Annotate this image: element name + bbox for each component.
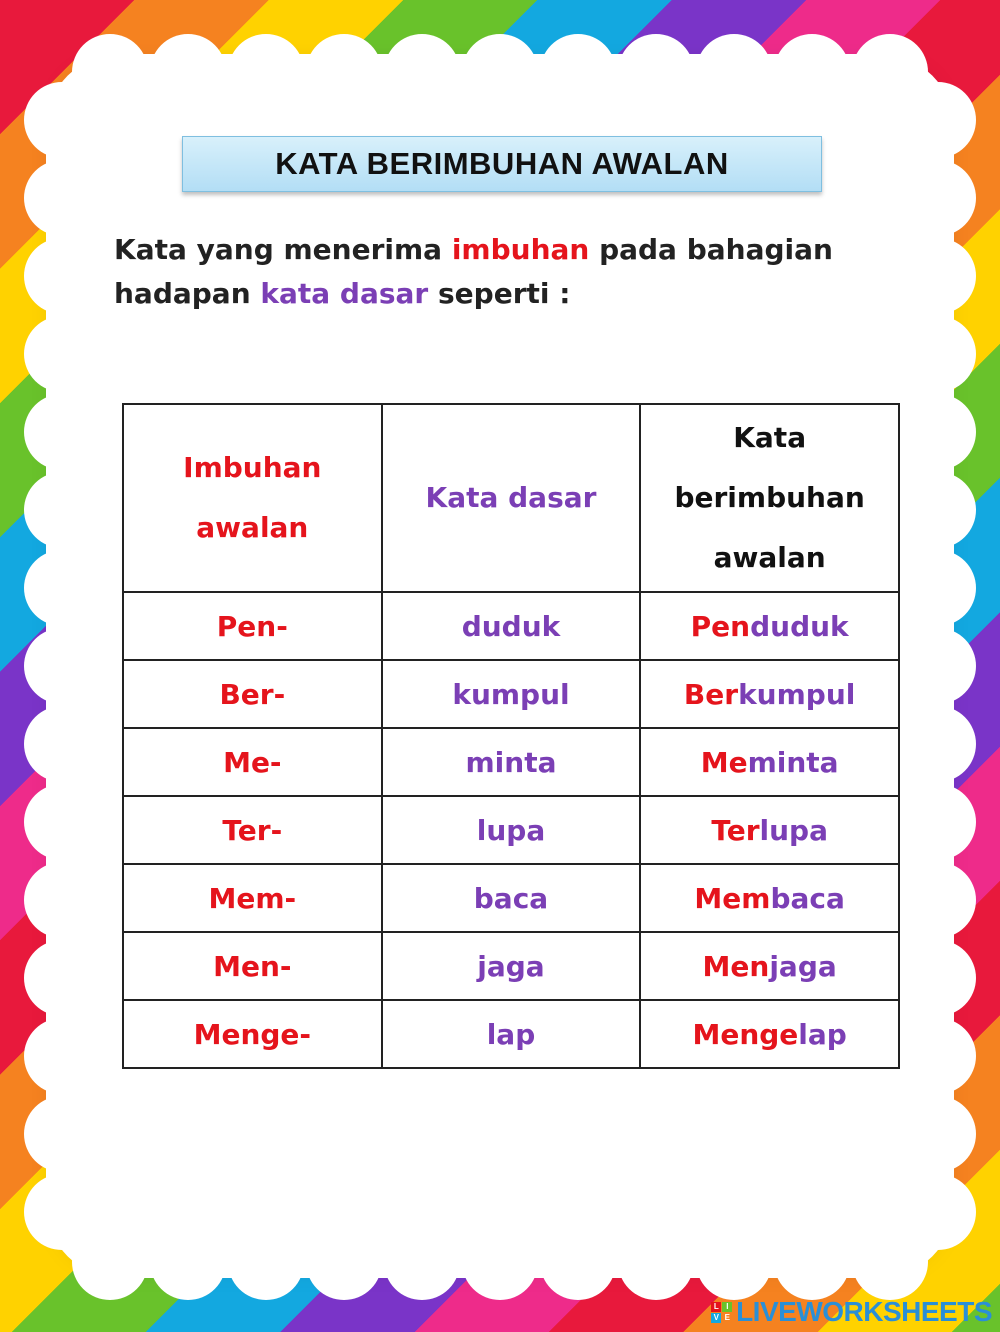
cell-derived-word xyxy=(640,660,899,728)
scallop-edge xyxy=(462,1224,538,1300)
scallop-edge xyxy=(696,1224,772,1300)
cell-base: kumpul xyxy=(382,660,641,728)
header-col3-line1: Kata xyxy=(733,421,807,454)
liveworksheets-logo xyxy=(711,1296,992,1328)
badge-letter: I xyxy=(722,1302,732,1312)
derived-base: baca xyxy=(770,881,845,915)
cell-base: lupa xyxy=(382,796,641,864)
table-row xyxy=(123,864,899,932)
table-row xyxy=(123,1000,899,1068)
logo-badge-icon xyxy=(711,1302,732,1323)
prefix-table xyxy=(122,403,900,1069)
table-row xyxy=(123,932,899,1000)
scallop-edge xyxy=(306,1224,382,1300)
scallop-edge xyxy=(696,34,772,110)
scallop-edge xyxy=(540,34,616,110)
header-col1-line1: Imbuhan xyxy=(183,451,322,484)
intro-text xyxy=(114,228,894,316)
derived-base: lupa xyxy=(759,813,828,847)
scallop-edge xyxy=(228,1224,304,1300)
scallop-edge xyxy=(24,160,100,236)
scallop-edge xyxy=(228,34,304,110)
cell-base: minta xyxy=(382,728,641,796)
cell-prefix: Me- xyxy=(123,728,382,796)
derived-prefix: Mem xyxy=(694,881,771,915)
header-col2: Kata dasar xyxy=(425,481,597,514)
scallop-edge xyxy=(24,550,100,626)
header-col3-line2: berimbuhan xyxy=(674,481,865,514)
scallop-edge xyxy=(384,1224,460,1300)
scallop-edge xyxy=(24,238,100,314)
scallop-edge xyxy=(852,1224,928,1300)
scallop-edge xyxy=(900,394,976,470)
scallop-edge xyxy=(24,1096,100,1172)
derived-base: duduk xyxy=(750,609,849,643)
badge-letter: V xyxy=(711,1313,721,1323)
badge-letter: L xyxy=(711,1302,721,1312)
table-body xyxy=(123,592,899,1068)
scallop-edge xyxy=(150,1224,226,1300)
derived-base: minta xyxy=(747,745,839,779)
cell-base: baca xyxy=(382,864,641,932)
derived-base: lap xyxy=(798,1017,847,1051)
intro-highlight-imbuhan: imbuhan xyxy=(451,233,590,266)
header-kata-dasar xyxy=(382,404,641,592)
intro-part2: pada bahagian hadapan xyxy=(114,233,833,310)
scallop-edge xyxy=(24,472,100,548)
scallop-edge xyxy=(462,34,538,110)
cell-prefix: Men- xyxy=(123,932,382,1000)
scallop-edge xyxy=(852,34,928,110)
scallop-edge xyxy=(24,784,100,860)
scallop-edge xyxy=(774,34,850,110)
derived-prefix: Menge xyxy=(692,1017,799,1051)
derived-base: jaga xyxy=(769,949,837,983)
cell-prefix: Mem- xyxy=(123,864,382,932)
cell-base: lap xyxy=(382,1000,641,1068)
cell-derived-word xyxy=(640,728,899,796)
scallop-edge xyxy=(306,34,382,110)
page-title: KATA BERIMBUHAN AWALAN xyxy=(182,136,822,192)
cell-prefix: Menge- xyxy=(123,1000,382,1068)
cell-derived-word xyxy=(640,592,899,660)
scallop-edge xyxy=(900,628,976,704)
scallop-edge xyxy=(24,862,100,938)
cell-prefix: Ter- xyxy=(123,796,382,864)
scallop-edge xyxy=(24,1018,100,1094)
header-imbuhan-awalan xyxy=(123,404,382,592)
scallop-edge xyxy=(24,706,100,782)
scallop-edge xyxy=(900,1018,976,1094)
cell-derived-word xyxy=(640,864,899,932)
derived-prefix: Me xyxy=(700,745,748,779)
derived-prefix: Ter xyxy=(711,813,760,847)
header-col1-line2: awalan xyxy=(196,511,309,544)
cell-prefix: Ber- xyxy=(123,660,382,728)
badge-letter: E xyxy=(722,1313,732,1323)
scallop-edge xyxy=(900,1096,976,1172)
scallop-edge xyxy=(540,1224,616,1300)
derived-prefix: Ber xyxy=(683,677,739,711)
cell-derived-word xyxy=(640,1000,899,1068)
scallop-edge xyxy=(72,1224,148,1300)
scallop-edge xyxy=(24,316,100,392)
derived-prefix: Pen xyxy=(690,609,751,643)
scallop-edge xyxy=(24,394,100,470)
cell-prefix: Pen- xyxy=(123,592,382,660)
table-row xyxy=(123,592,899,660)
scallop-edge xyxy=(774,1224,850,1300)
table-row xyxy=(123,660,899,728)
scallop-edge xyxy=(618,1224,694,1300)
intro-part1: Kata yang menerima xyxy=(114,233,452,266)
scallop-edge xyxy=(384,34,460,110)
table-row xyxy=(123,728,899,796)
logo-text: LIVEWORKSHEETS xyxy=(736,1296,992,1327)
scallop-edge xyxy=(900,160,976,236)
table-row xyxy=(123,796,899,864)
header-col3-line3: awalan xyxy=(713,541,826,574)
scallop-edge xyxy=(900,784,976,860)
cell-base: duduk xyxy=(382,592,641,660)
derived-base: kumpul xyxy=(738,677,856,711)
intro-highlight-kata-dasar: kata dasar xyxy=(260,277,429,310)
scallop-edge xyxy=(900,550,976,626)
intro-part3: seperti : xyxy=(428,277,571,310)
scallop-edge xyxy=(900,706,976,782)
scallop-edge xyxy=(900,940,976,1016)
scallop-edge xyxy=(150,34,226,110)
cell-derived-word xyxy=(640,796,899,864)
cell-derived-word xyxy=(640,932,899,1000)
scallop-edge xyxy=(72,34,148,110)
table-header-row xyxy=(123,404,899,592)
derived-prefix: Men xyxy=(702,949,770,983)
scallop-edge xyxy=(24,940,100,1016)
scallop-edge xyxy=(900,862,976,938)
scallop-edge xyxy=(900,316,976,392)
cell-base: jaga xyxy=(382,932,641,1000)
scallop-edge xyxy=(900,238,976,314)
header-kata-berimbuhan xyxy=(640,404,899,592)
scallop-edge xyxy=(900,472,976,548)
scallop-edge xyxy=(618,34,694,110)
scallop-edge xyxy=(24,628,100,704)
